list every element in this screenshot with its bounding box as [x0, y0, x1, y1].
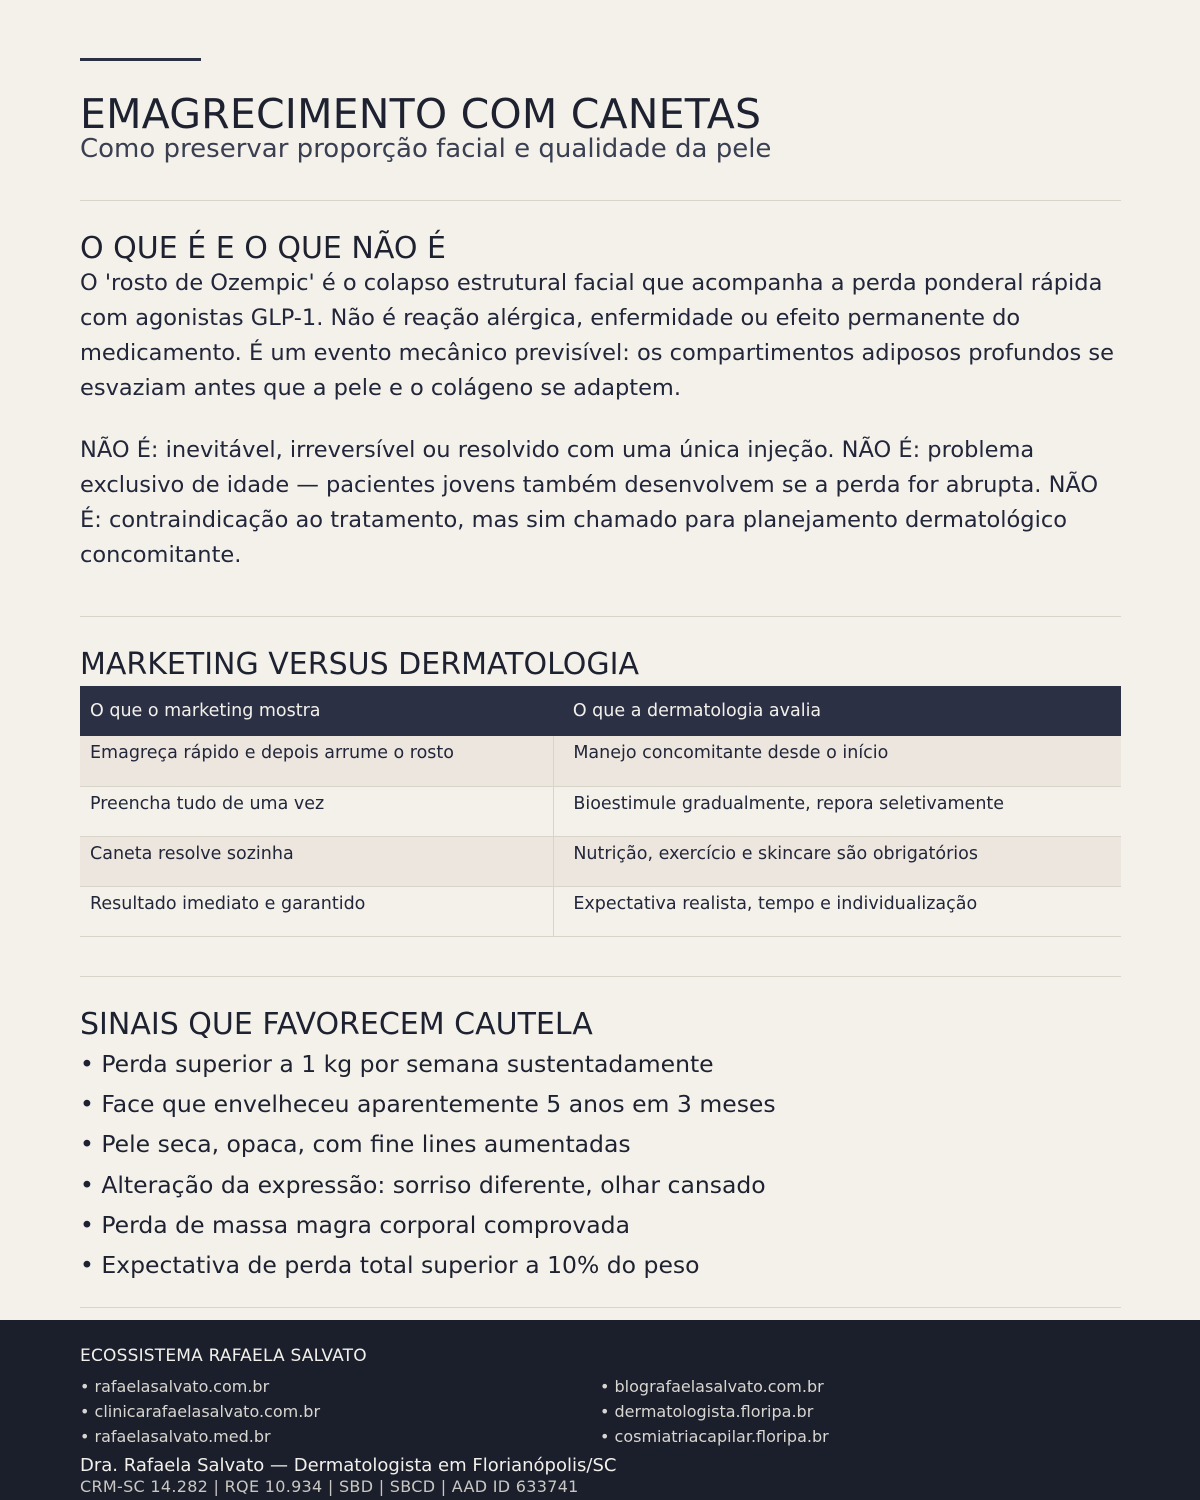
list-item: • Expectativa de perda total superior a 10% do peso [80, 1251, 700, 1280]
footer-links-right [600, 1374, 829, 1449]
table-header-row [80, 686, 1121, 736]
table-row [80, 786, 1121, 836]
list-item: • Perda de massa magra corporal comprovada [80, 1210, 630, 1239]
table-cell: Expectativa realista, tempo e individualização [554, 886, 1121, 936]
table-cell: Caneta resolve sozinha [80, 836, 554, 886]
signals-list [80, 1044, 776, 1285]
footer-link[interactable]: • rafaelasalvato.med.br [80, 1427, 271, 1446]
column-header-marketing: O que o marketing mostra [80, 686, 554, 736]
table-cell: Manejo concomitante desde o início [554, 736, 1121, 786]
author-credentials: CRM-SC 14.282 | RQE 10.934 | SBD | SBCD | AAD ID 633741 [80, 1477, 579, 1496]
not-is-paragraph: NÃO É: inevitável, irreversível ou resolvido com uma única injeção. NÃO É: problema exclusivo de idade — pacientes jovens também desenvolvem se a perda for abrupta. NÃO É: contraindicação ao tratamento, mas sim chamado para planejamento dermatológico concomitante. [80, 437, 1099, 568]
footer-link[interactable]: • rafaelasalvato.com.br [80, 1377, 270, 1396]
table-cell: Bioestimule gradualmente, repora seletivamente [554, 786, 1121, 836]
footer-links-left [80, 1374, 320, 1449]
divider [80, 1307, 1121, 1308]
footer-heading: ECOSSISTEMA RAFAELA SALVATO [80, 1346, 367, 1366]
table-cell: Nutrição, exercício e skincare são obrigatórios [554, 836, 1121, 886]
divider [80, 200, 1121, 201]
footer-link[interactable]: • blografaelasalvato.com.br [600, 1377, 824, 1396]
list-item: • Face que envelheceu aparentemente 5 anos em 3 meses [80, 1090, 776, 1119]
section-heading-definition: O QUE É E O QUE NÃO É [80, 231, 446, 266]
section-heading-comparison: MARKETING VERSUS DERMATOLOGIA [80, 647, 639, 682]
table-cell: Emagreça rápido e depois arrume o rosto [80, 736, 554, 786]
table-cell: Preencha tudo de uma vez [80, 786, 554, 836]
section-heading-signals: SINAIS QUE FAVORECEM CAUTELA [80, 1007, 593, 1042]
page-subtitle: Como preservar proporção facial e qualidade da pele [80, 134, 772, 164]
list-item: • Perda superior a 1 kg por semana sustentadamente [80, 1050, 714, 1078]
list-item: • Pele seca, opaca, com fine lines aumentadas [80, 1130, 631, 1159]
table-row [80, 836, 1121, 886]
footer [0, 1320, 1200, 1500]
table-row [80, 736, 1121, 786]
table-cell: Resultado imediato e garantido [80, 886, 554, 936]
divider [80, 976, 1121, 977]
author-name: Dra. Rafaela Salvato — Dermatologista em Florianópolis/SC [80, 1455, 617, 1476]
comparison-table [80, 686, 1121, 937]
column-header-dermatology: O que a dermatologia avalia [554, 686, 1121, 736]
list-item: • Alteração da expressão: sorriso diferente, olhar cansado [80, 1170, 766, 1199]
definition-paragraph: O 'rosto de Ozempic' é o colapso estrutural facial que acompanha a perda ponderal rápida com agonistas GLP-1. Não é reação alérgica, enfermidade ou efeito permanente do medicamento. É um evento mecânico previsível: os compartimentos adiposos profundos se esvaziam antes que a pele e o colágeno se adaptem. [80, 270, 1114, 401]
footer-link[interactable]: • clinicarafaelasalvato.com.br [80, 1402, 321, 1421]
divider [80, 616, 1121, 617]
page-title: EMAGRECIMENTO COM CANETAS [80, 90, 762, 138]
table-row [80, 886, 1121, 936]
accent-rule [80, 58, 201, 61]
footer-link[interactable]: • cosmiatriacapilar.floripa.br [600, 1427, 829, 1446]
footer-link[interactable]: • dermatologista.floripa.br [600, 1402, 814, 1421]
